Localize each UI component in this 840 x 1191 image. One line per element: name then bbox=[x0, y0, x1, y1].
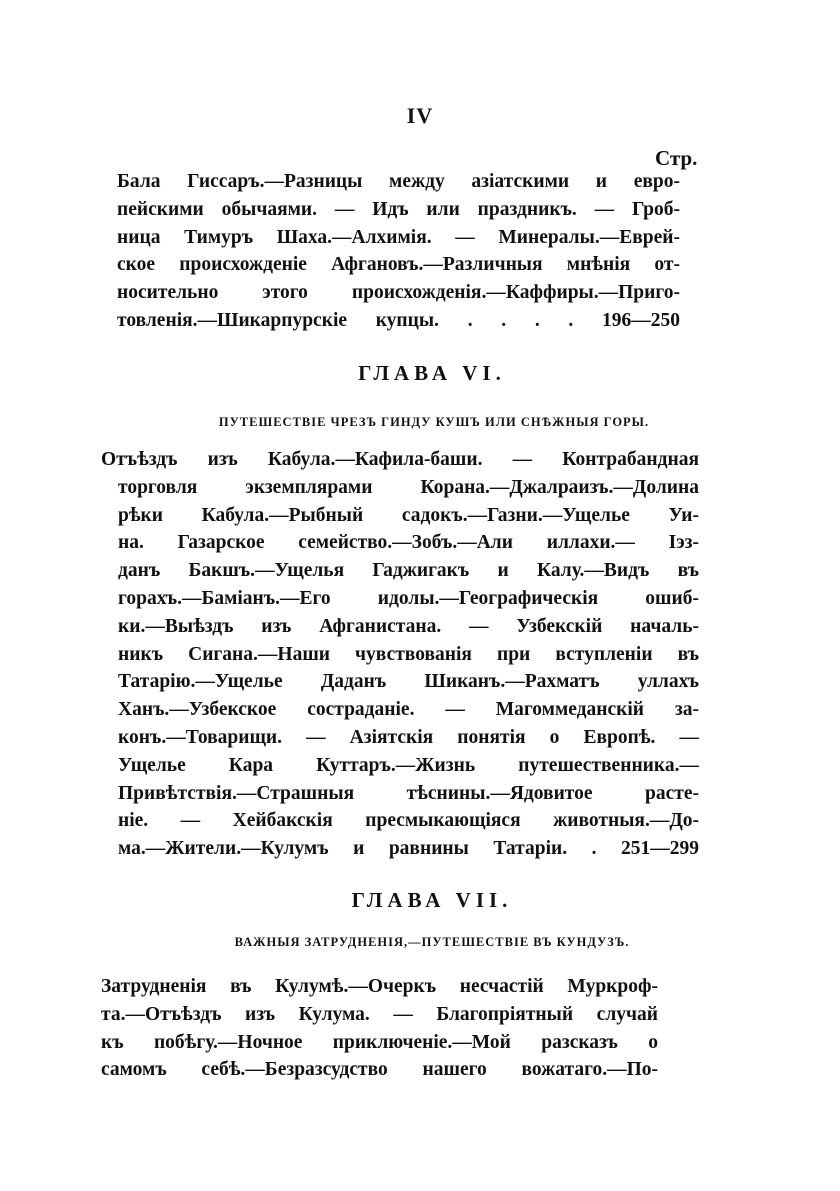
text-line: данъ Бакшъ.—Ущелья Гаджигакъ и Калу.—Видъ въ bbox=[118, 560, 699, 582]
text-line: ки.—Выѣздъ изъ Афганистана. — Узбекскій началь- bbox=[118, 615, 699, 637]
text-line-with-page-range: товленія.—Шикарпурскіе купцы. . . . . 196—250 bbox=[117, 309, 680, 331]
text-line: никъ Сигана.—Наши чувствованія при вступленіи въ bbox=[118, 643, 699, 665]
text-line: Бала Гиссаръ.—Разницы между азіатскими и евро- bbox=[117, 171, 680, 192]
text-line: горахъ.—Баміанъ.—Его идолы.—Географическія ошиб- bbox=[118, 587, 699, 609]
text-line: конъ.—Товарищи. — Азіятскія понятія о Европѣ. — bbox=[118, 726, 699, 748]
text-line: Ханъ.—Узбекское состраданіе. — Магоммеданскій за- bbox=[118, 699, 699, 721]
text-line: Отъѣздъ изъ Кабула.—Кафила-баши. — Контрабандная bbox=[101, 449, 699, 470]
section-continued-paragraph bbox=[117, 168, 680, 335]
text-line-with-page-range: ма.—Жители.—Кулумъ и равнины Татаріи. . 251—299 bbox=[118, 838, 699, 860]
text-line: Татарію.—Ущелье Даданъ Шиканъ.—Рахматъ уллахъ bbox=[118, 671, 699, 693]
text-line: рѣки Кабула.—Рыбный садокъ.—Газни.—Ущелье Уи- bbox=[118, 504, 699, 526]
text-line: ское происхожденіе Афгановъ.—Различныя мнѣнія от- bbox=[117, 254, 680, 276]
chapter-6-title: ГЛАВА VI. bbox=[358, 361, 506, 385]
chapter-7-subtitle: ВАЖНЫЯ ЗАТРУДНЕНІЯ,—ПУТЕШЕСТВІЕ ВЪ КУНДУЗЪ. bbox=[234, 935, 630, 949]
text-line: ница Тимуръ Шаха.—Алхимія. — Минералы.—Еврей- bbox=[117, 226, 680, 248]
text-line: пейскими обычаями. — Идъ или праздникъ. — Гроб- bbox=[117, 198, 680, 220]
chapter-7-title: ГЛАВА VII. bbox=[351, 888, 513, 912]
text-line: Привѣтствія.—Страшныя тѣснины.—Ядовитое расте- bbox=[118, 782, 699, 804]
chapter-6-paragraph bbox=[101, 446, 699, 863]
text-line: носительно этого происхожденія.—Каффиры.—Приго- bbox=[117, 282, 680, 304]
page-number: IV bbox=[406, 103, 434, 128]
text-line: та.—Отъѣздъ изъ Кулума. — Благопріятный случай bbox=[101, 1003, 658, 1025]
text-line: къ побѣгу.—Ночное приключеніе.—Мой разсказъ о bbox=[101, 1031, 658, 1053]
page-column-label: Стр. bbox=[655, 146, 698, 170]
chapter-7-paragraph bbox=[101, 973, 658, 1084]
text-line: Ущелье Кара Куттаръ.—Жизнь путешественника.— bbox=[118, 754, 699, 776]
text-line: на. Газарское семейство.—Зобъ.—Али иллахи.— Іэз- bbox=[118, 532, 699, 554]
text-line: торговля экземплярами Корана.—Джалраизъ.—Долина bbox=[118, 476, 699, 498]
text-line: Затрудненія въ Кулумѣ.—Очеркъ несчастій Муркроф- bbox=[101, 976, 658, 997]
text-line: ніе. — Хейбакскія пресмыкающіяся животныя.—До- bbox=[118, 810, 699, 832]
text-line: самомъ себѣ.—Безразсудство нашего вожатаго.—По- bbox=[101, 1059, 658, 1081]
chapter-6-subtitle: ПУТЕШЕСТВІЕ ЧРЕЗЪ ГИНДУ КУШЪ ИЛИ СНѢЖНЫЯ ГОРЫ. bbox=[218, 415, 650, 429]
